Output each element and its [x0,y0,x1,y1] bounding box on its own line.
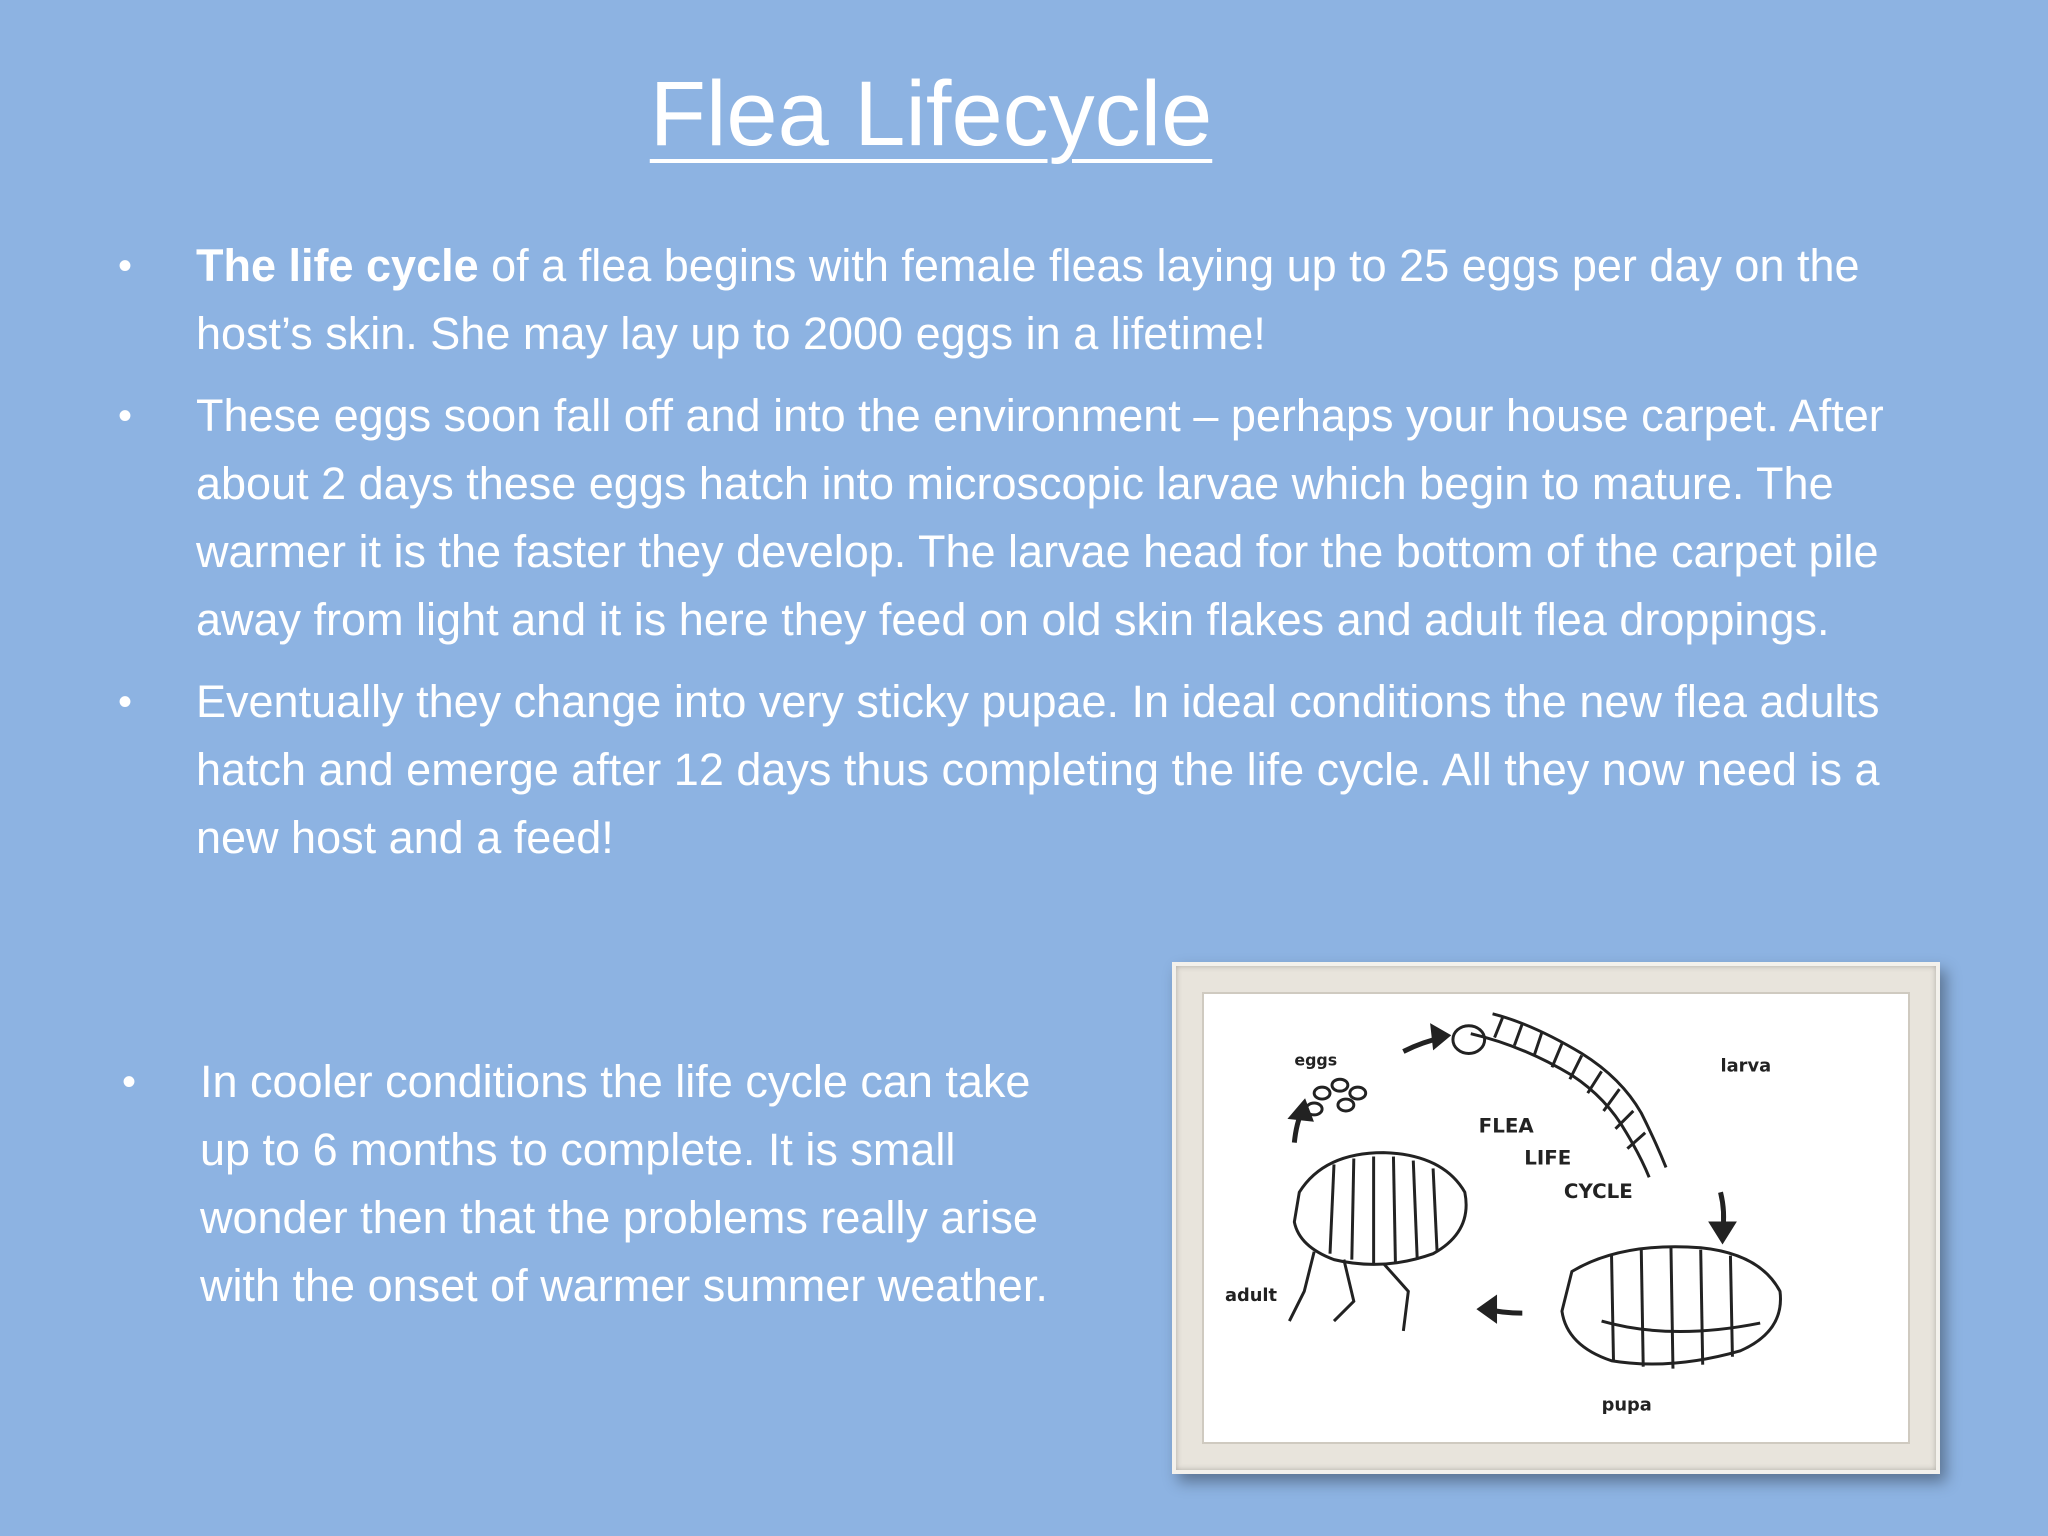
adult-label: adult [1224,1285,1278,1307]
diagram-center-label-2: LIFE [1524,1146,1572,1170]
cycle-arrows [1292,1028,1732,1319]
pupa-label: pupa [1601,1394,1652,1416]
bullet-text: These eggs soon fall off and into the environment – perhaps your house carpet. After about 2 days these eggs hatch into microscopic larvae which begin to mature. The warmer it is the faster they develop. The larvae head for the bottom of the carpet pile away from light and it is here they feed on old skin flakes and adult flea droppings. [196,390,1884,645]
bullet-item [122,1048,1082,1320]
lifecycle-picture-frame [1172,962,1940,1474]
bullet-text: of a flea begins with female fleas laying up to 25 eggs per day on the host’s skin. She may lay up to 2000 eggs in a lifetime! [196,240,1860,359]
adult-flea-illustration [1289,1153,1466,1331]
pupa-illustration [1562,1247,1781,1369]
bullet-list [118,232,1898,886]
larva-label: larva [1720,1055,1772,1077]
eggs-label: eggs [1294,1050,1338,1070]
bullet-text: Eventually they change into very sticky pupae. In ideal conditions the new flea adults hatch and emerge after 12 days thus completing the life cycle. All they now need is a new host and a feed! [196,676,1880,863]
bullet-marker: • [118,244,133,288]
bullet-marker: • [118,680,133,724]
lifecycle-diagram [1202,992,1910,1444]
bullet-item [118,382,1898,654]
bottom-bullet-list [122,1048,1082,1320]
bullet-text: In cooler conditions the life cycle can take up to 6 months to complete. It is small wonder then that the problems really arise with the onset of warmer summer weather. [200,1056,1048,1311]
bullet-item [118,232,1898,368]
flea-lifecycle-illustration [1204,994,1908,1442]
bullet-item [118,668,1898,872]
diagram-center-label-3: CYCLE [1563,1180,1633,1204]
bullet-marker: • [118,394,133,438]
slide-title: Flea Lifecycle [649,63,1213,165]
bullet-bold-lead: The life cycle [196,240,479,291]
bullet-marker: • [122,1060,137,1104]
eggs-illustration [1306,1079,1365,1115]
diagram-center-label-1: FLEA [1478,1114,1534,1138]
